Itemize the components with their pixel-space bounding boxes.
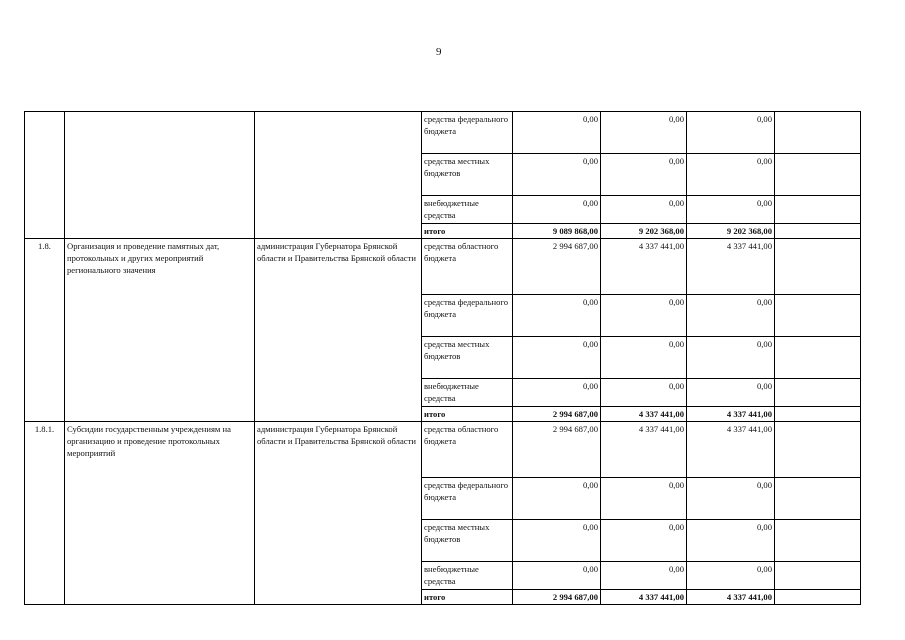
total-value: 4 337 441,00: [601, 407, 687, 422]
total-value: 2 994 687,00: [513, 407, 601, 422]
empty-cell: [775, 379, 861, 407]
empty-cell: [775, 590, 861, 605]
empty-cell: [775, 196, 861, 224]
value-cell: 0,00: [601, 112, 687, 154]
value-cell: 2 994 687,00: [513, 422, 601, 478]
value-cell: 2 994 687,00: [513, 239, 601, 295]
item-name: Организация и проведение памятных дат, протокольных и других мероприятий регионального значения: [65, 239, 255, 422]
item-executor: администрация Губернатора Брянской области и Правительства Брянской области: [255, 422, 422, 605]
value-cell: 0,00: [687, 295, 775, 337]
empty-cell: [775, 295, 861, 337]
value-cell: 0,00: [601, 154, 687, 196]
source-cell: внебюджетные средства: [422, 196, 513, 224]
empty-cell: [775, 407, 861, 422]
source-cell: средства местных бюджетов: [422, 337, 513, 379]
empty-cell: [775, 239, 861, 295]
empty-cell: [775, 422, 861, 478]
total-value: 4 337 441,00: [687, 407, 775, 422]
value-cell: 4 337 441,00: [601, 239, 687, 295]
value-cell: 0,00: [687, 112, 775, 154]
total-value: 9 202 368,00: [687, 224, 775, 239]
empty-cell: [775, 478, 861, 520]
value-cell: 0,00: [687, 337, 775, 379]
value-cell: 0,00: [687, 562, 775, 590]
value-cell: 0,00: [513, 562, 601, 590]
total-label: итого: [422, 224, 513, 239]
source-cell: средства местных бюджетов: [422, 154, 513, 196]
item-name: Субсидии государственным учреждениям на организацию и проведение протокольных мероприятий: [65, 422, 255, 605]
table-row: [25, 422, 861, 478]
source-cell: средства областного бюджета: [422, 239, 513, 295]
value-cell: 0,00: [513, 196, 601, 224]
value-cell: 0,00: [513, 520, 601, 562]
total-value: 4 337 441,00: [687, 590, 775, 605]
value-cell: 0,00: [513, 379, 601, 407]
name-cell: [65, 112, 255, 239]
value-cell: 0,00: [687, 196, 775, 224]
empty-cell: [775, 337, 861, 379]
value-cell: 0,00: [601, 379, 687, 407]
value-cell: 0,00: [513, 337, 601, 379]
value-cell: 0,00: [601, 337, 687, 379]
empty-cell: [775, 224, 861, 239]
source-cell: средства федерального бюджета: [422, 478, 513, 520]
value-cell: 0,00: [513, 478, 601, 520]
empty-cell: [775, 562, 861, 590]
table-row: [25, 239, 861, 295]
value-cell: 0,00: [601, 478, 687, 520]
empty-cell: [775, 520, 861, 562]
value-cell: 0,00: [687, 520, 775, 562]
value-cell: 0,00: [601, 196, 687, 224]
budget-table: [24, 111, 861, 605]
value-cell: 0,00: [513, 295, 601, 337]
empty-cell: [775, 154, 861, 196]
total-value: 9 202 368,00: [601, 224, 687, 239]
total-label: итого: [422, 407, 513, 422]
value-cell: 4 337 441,00: [687, 239, 775, 295]
item-executor: администрация Губернатора Брянской области и Правительства Брянской области: [255, 239, 422, 422]
value-cell: 0,00: [687, 478, 775, 520]
source-cell: средства местных бюджетов: [422, 520, 513, 562]
value-cell: 0,00: [513, 112, 601, 154]
source-cell: внебюджетные средства: [422, 562, 513, 590]
empty-cell: [775, 112, 861, 154]
value-cell: 4 337 441,00: [687, 422, 775, 478]
value-cell: 0,00: [513, 154, 601, 196]
executor-cell: [255, 112, 422, 239]
value-cell: 0,00: [601, 295, 687, 337]
table-row: [25, 112, 861, 154]
source-cell: средства федерального бюджета: [422, 295, 513, 337]
source-cell: внебюджетные средства: [422, 379, 513, 407]
total-label: итого: [422, 590, 513, 605]
value-cell: 0,00: [601, 520, 687, 562]
value-cell: 4 337 441,00: [601, 422, 687, 478]
code-cell: [25, 112, 65, 239]
total-value: 4 337 441,00: [601, 590, 687, 605]
source-cell: средства федерального бюджета: [422, 112, 513, 154]
total-value: 9 089 868,00: [513, 224, 601, 239]
item-code: 1.8.: [25, 239, 65, 422]
total-value: 2 994 687,00: [513, 590, 601, 605]
page-number: 9: [436, 46, 442, 58]
value-cell: 0,00: [687, 379, 775, 407]
item-code: 1.8.1.: [25, 422, 65, 605]
value-cell: 0,00: [601, 562, 687, 590]
value-cell: 0,00: [687, 154, 775, 196]
source-cell: средства областного бюджета: [422, 422, 513, 478]
